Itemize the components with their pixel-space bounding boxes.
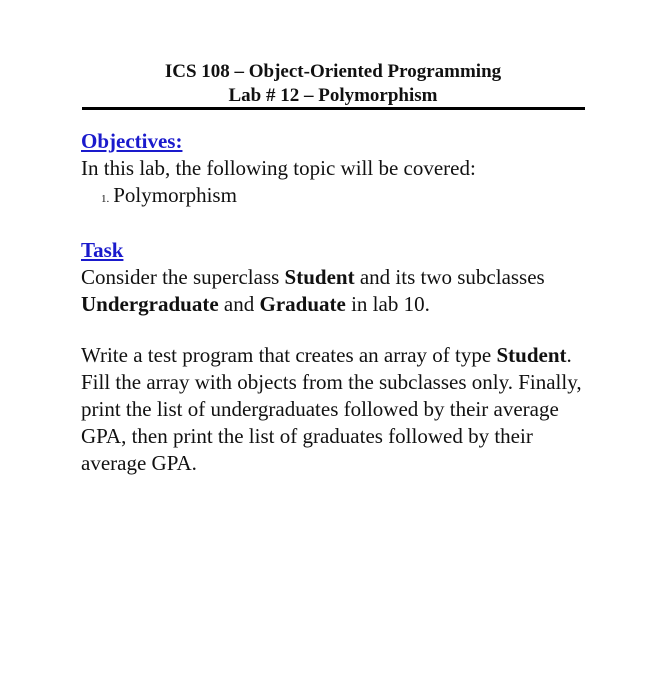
lab-title: Lab # 12 – Polymorphism [228, 85, 438, 106]
list-item [81, 182, 591, 213]
paragraph-spacer [81, 318, 591, 342]
list-item-number: 1. [101, 193, 110, 205]
section-spacer [81, 213, 591, 237]
class-name-graduate: Graduate [259, 292, 346, 316]
class-name-student: Student [496, 343, 567, 367]
objectives-section [81, 128, 591, 213]
text-run: and its two subclasses [354, 265, 545, 289]
header-divider [82, 107, 585, 110]
text-run: Write a test program that creates an array of type [81, 343, 497, 367]
task-section [81, 237, 591, 477]
objectives-intro: In this lab, the following topic will be covered: [81, 156, 476, 180]
task-paragraph-1 [81, 264, 591, 318]
class-name-undergraduate: Undergraduate [81, 292, 219, 316]
text-run: in lab 10. [345, 292, 430, 316]
text-run: Consider the superclass [81, 265, 285, 289]
text-run: and [218, 292, 260, 316]
task-heading: Task [81, 238, 124, 262]
document-header [82, 60, 584, 108]
text-run: . Fill the array with objects from the subclasses only. Finally, print the list of undergraduates followed by their average GPA, then print the list of graduates followed by their average GPA. [81, 343, 582, 475]
class-name-student: Student [284, 265, 355, 289]
list-item-text: Polymorphism [113, 183, 237, 207]
document-body [81, 128, 591, 477]
course-title: ICS 108 – Object-Oriented Programming [164, 61, 502, 82]
objectives-list [81, 182, 591, 213]
task-paragraph-2 [81, 342, 591, 477]
objectives-heading: Objectives: [81, 129, 183, 153]
